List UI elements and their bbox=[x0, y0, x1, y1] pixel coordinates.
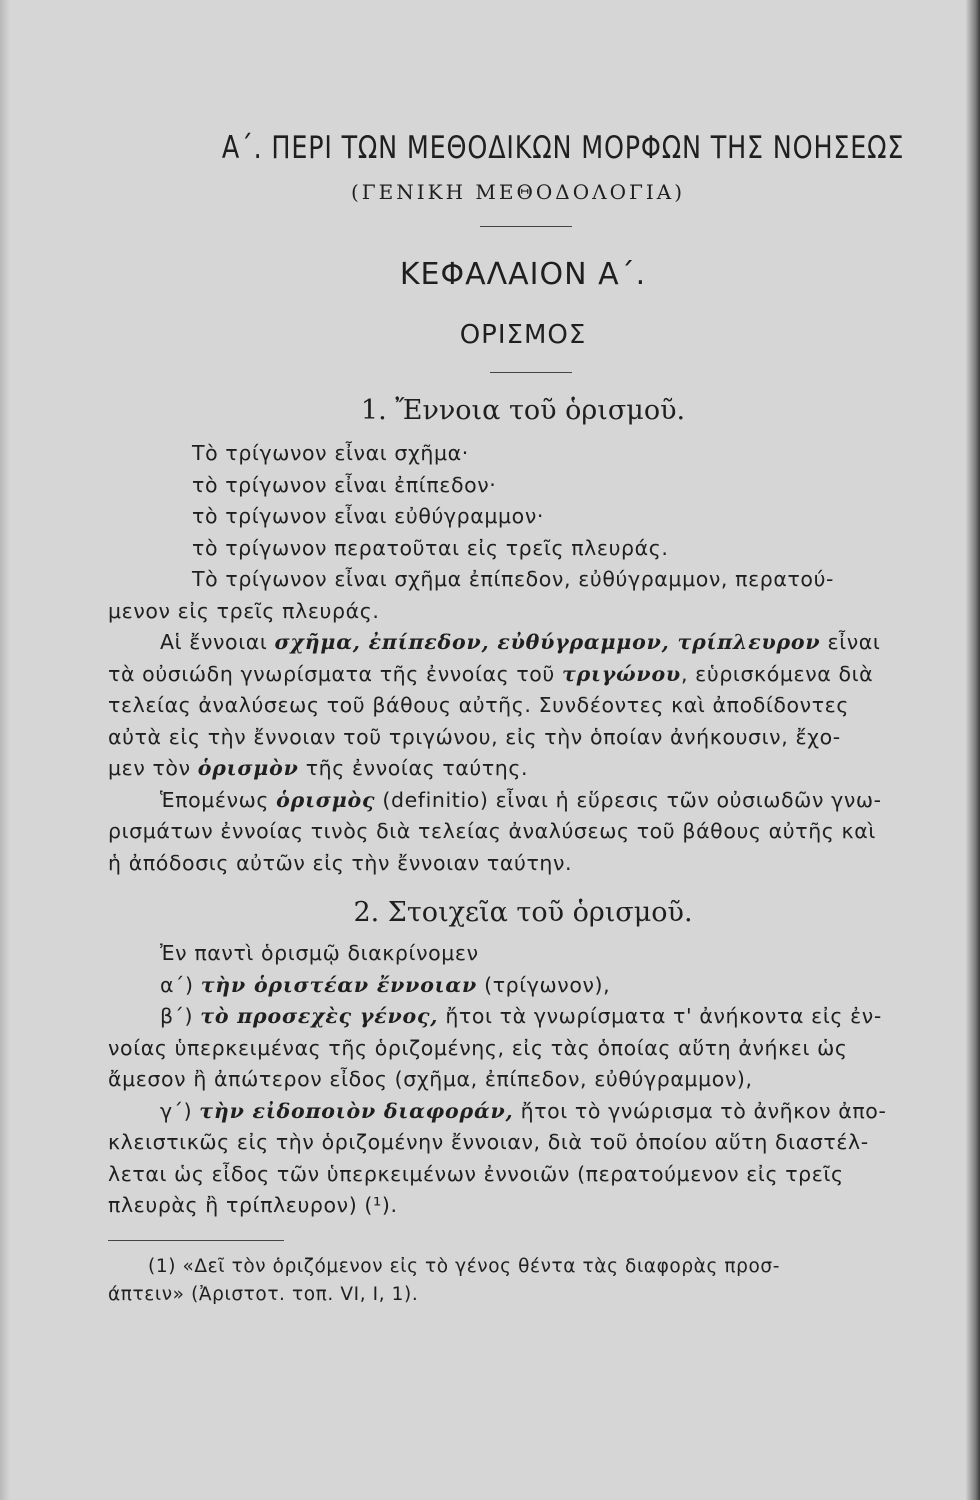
body-line: ρισμάτων ἐννοίας τινὸς διὰ τελείας ἀναλύσεως τοῦ βάθους αὐτῆς καὶ bbox=[108, 819, 876, 843]
list-item-a bbox=[108, 970, 908, 1002]
body-line: ἡ ἀπόδοσις αὐτῶν εἰς τὴν ἔννοιαν ταύτην. bbox=[108, 850, 573, 875]
body-line: κλειστικῶς εἰς τὴν ὁριζομένην ἔννοιαν, διὰ τοῦ ὁποίου αὕτη διαστέλ- bbox=[108, 1130, 869, 1154]
body-line: τὸ τρίγωνον εἶναι εὐθύγραμμον· bbox=[192, 504, 544, 528]
text-run: (τρίγωνον), bbox=[476, 972, 611, 997]
emphasis-text: σχῆμα, ἐπίπεδον, εὐθύγραμμον, τρίπλευρον bbox=[274, 630, 821, 654]
list-item-b bbox=[108, 1001, 908, 1033]
text-run: , εὑρισκόμενα διὰ bbox=[680, 661, 874, 686]
body-line: Τὸ τρίγωνον εἶναι σχῆμα ἐπίπεδον, εὐθύγραμμον, περατού- bbox=[192, 567, 835, 591]
part-title: Α΄. ΠΕΡΙ ΤΩΝ ΜΕΘΟΔΙΚΩΝ ΜΟΡΦΩΝ ΤΗΣ ΝΟΗΣΕΩΣ bbox=[221, 130, 905, 166]
body-line bbox=[108, 753, 908, 785]
emphasis-text: τὴν εἰδοποιὸν διαφοράν, bbox=[199, 1098, 514, 1123]
body-line: Τὸ τρίγωνον εἶναι σχῆμα· bbox=[192, 441, 469, 465]
text-run: ἤτοι τὰ γνωρίσματα τ' ἀνήκοντα εἰς ἐν- bbox=[438, 1004, 882, 1028]
text-run: ἤτοι τὸ γνώρισμα τὸ ἀνῆκον ἀπο- bbox=[513, 1098, 887, 1123]
section-2-body bbox=[108, 938, 908, 1222]
title-divider bbox=[480, 226, 572, 227]
chapter-subject: ΟΡΙΣΜΟΣ bbox=[459, 320, 587, 350]
text-run: εἶναι bbox=[820, 630, 881, 654]
body-line: τὸ τρίγωνον εἶναι ἐπίπεδον· bbox=[192, 472, 497, 497]
body-line: τὸ τρίγωνον περατοῦται εἰς τρεῖς πλευράς. bbox=[192, 535, 669, 560]
emphasis-text: τριγώνου bbox=[562, 661, 681, 686]
subject-divider bbox=[490, 372, 572, 373]
footnote-line: άπτειν» (Ἀριστοτ. τοπ. VI, I, 1). bbox=[108, 1283, 419, 1305]
text-run: τὰ οὐσιώδη γνωρίσματα τῆς ἐννοίας τοῦ bbox=[108, 661, 563, 686]
part-subtitle: (ΓΕΝΙΚΗ ΜΕΘΟΔΟΛΟΓΙΑ) bbox=[351, 180, 685, 204]
text-run: τῆς ἐννοίας ταύτης. bbox=[298, 756, 529, 780]
emphasis-text: ὁρισμὸς bbox=[276, 787, 376, 812]
body-line: πλευρὰς ἢ τρίπλευρον) (¹). bbox=[108, 1193, 398, 1217]
body-line: τελείας ἀναλύσεως τοῦ βάθους αὐτῆς. Συνδέοντες καὶ ἀποδίδοντες bbox=[108, 693, 849, 717]
text-run: (definitio) εἶναι ἡ εὕρεσις τῶν οὐσιωδῶν γνω- bbox=[375, 787, 882, 812]
footnote-line: (1) «Δεῖ τὸν ὁριζόμενον εἰς τὸ γένος θέντα τὰς διαφορὰς προσ- bbox=[148, 1255, 780, 1277]
body-line: Ἐν παντὶ ὁρισμῷ διακρίνομεν bbox=[160, 941, 479, 965]
page-right-edge bbox=[966, 0, 980, 1500]
body-line: νοίας ὑπερκειμένας τῆς ὁριζομένης, εἰς τὰς ὁποίας αὕτη ἀνήκει ὡς bbox=[108, 1035, 848, 1060]
body-line bbox=[108, 785, 908, 817]
text-run: Ἑπομένως bbox=[160, 787, 277, 812]
body-line bbox=[108, 627, 908, 659]
emphasis-text: ὁρισμὸν bbox=[197, 756, 299, 780]
text-run: Αἱ ἔννοιαι bbox=[160, 630, 275, 654]
chapter-heading: ΚΕΦΑΛΑΙΟΝ Α΄. bbox=[399, 257, 647, 292]
list-item-c bbox=[108, 1096, 908, 1128]
body-line: αὐτὰ εἰς τὴν ἔννοιαν τοῦ τριγώνου, εἰς τὴν ὁποίαν ἀνήκουσιν, ἔχο- bbox=[108, 724, 841, 749]
list-label: α΄) bbox=[160, 972, 201, 997]
emphasis-text: τὸ προσεχὲς γένος, bbox=[200, 1004, 439, 1028]
section-1-body bbox=[108, 438, 908, 879]
section-2-heading: 2. Στοιχεῖα τοῦ ὁρισμοῦ. bbox=[353, 897, 693, 928]
text-run: μεν τὸν bbox=[108, 756, 198, 780]
page-left-shadow bbox=[0, 0, 10, 1500]
body-line bbox=[108, 659, 908, 691]
body-line: ἄμεσον ἢ ἀπώτερον εἶδος (σχῆμα, ἐπίπεδον, εὐθύγραμμον), bbox=[108, 1067, 753, 1091]
page-content bbox=[108, 130, 908, 1309]
body-line: μενον εἰς τρεῖς πλευράς. bbox=[108, 598, 380, 623]
emphasis-text: τὴν ὁριστέαν ἔννοιαν bbox=[200, 972, 477, 997]
list-label: γ΄) bbox=[160, 1098, 200, 1123]
body-line: λεται ὡς εἶδος τῶν ὑπερκειμένων ἐννοιῶν (περατούμενον εἰς τρεῖς bbox=[108, 1161, 844, 1186]
footnote-divider bbox=[108, 1240, 284, 1241]
list-label: β΄) bbox=[160, 1004, 201, 1028]
section-1-heading: 1. Ἔννοια τοῦ ὁρισμοῦ. bbox=[360, 395, 686, 426]
footnote bbox=[108, 1253, 908, 1309]
